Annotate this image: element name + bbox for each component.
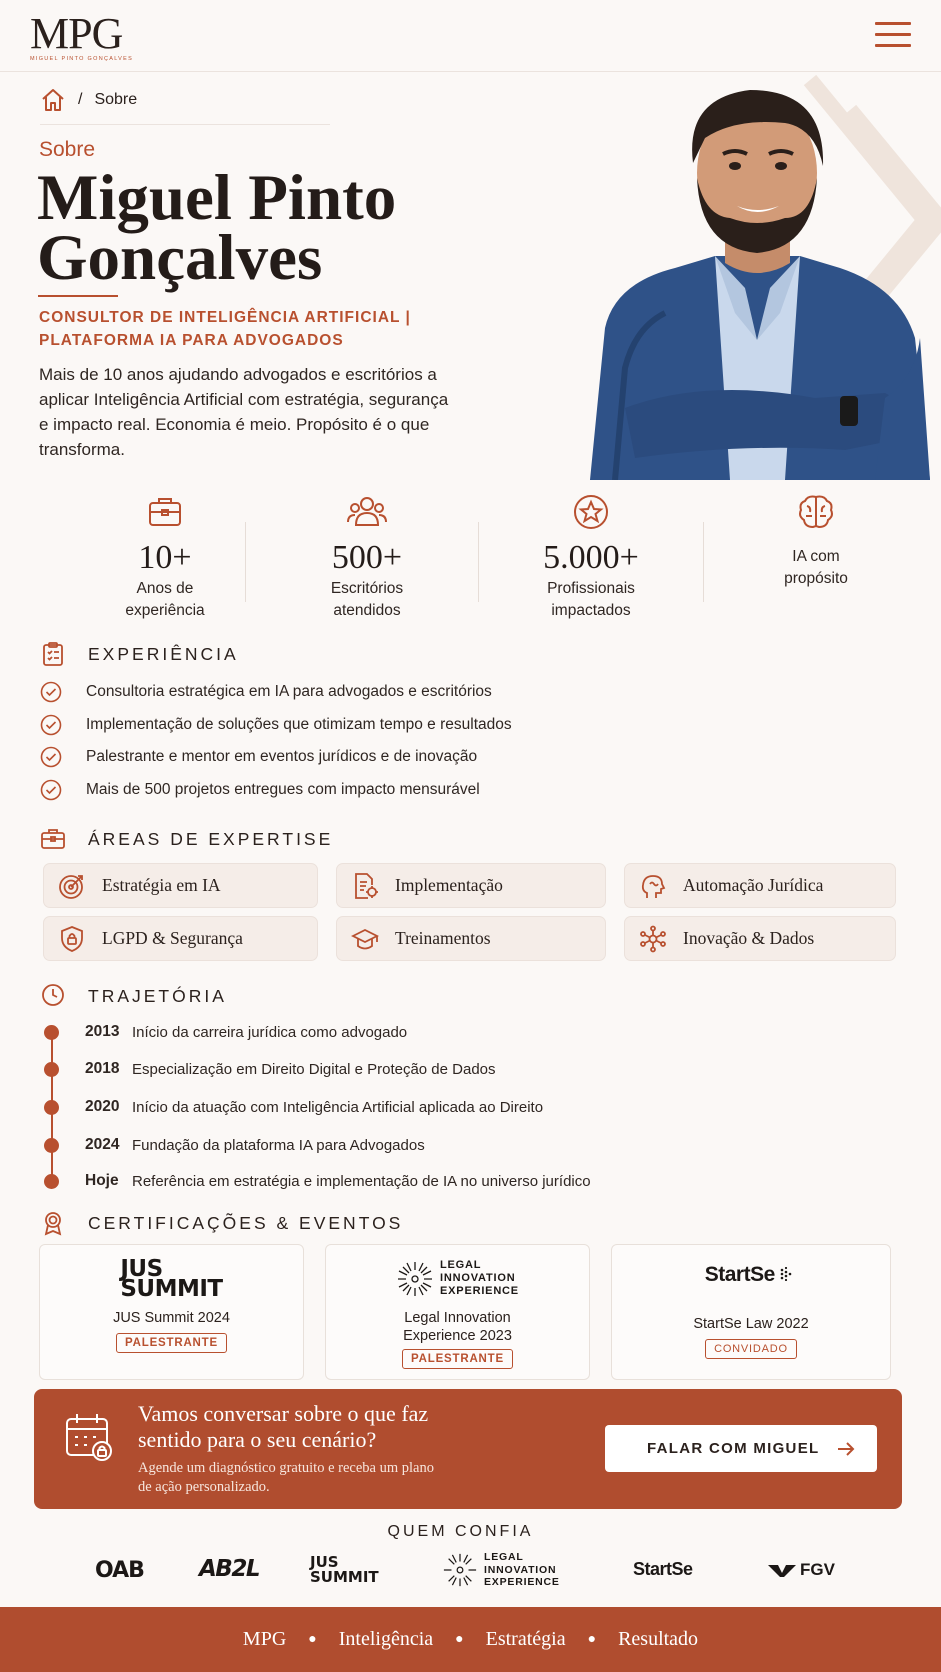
footer-separator: ● xyxy=(587,1631,597,1647)
portrait-photo xyxy=(585,78,930,480)
stat-divider xyxy=(703,522,704,602)
experience-heading xyxy=(40,641,239,667)
star-badge-icon xyxy=(571,492,611,532)
cert-title-line: Legal Innovation xyxy=(404,1309,511,1326)
stat-offices xyxy=(267,492,467,622)
expertise-label: Automação Jurídica xyxy=(683,875,824,895)
cta-banner xyxy=(34,1389,902,1509)
timeline-item xyxy=(44,1022,407,1042)
graduation-cap-icon xyxy=(351,925,379,953)
timeline-text: Referência em estratégia e implementação de IA no universo jurídico xyxy=(132,1172,591,1190)
footer-item: Resultado xyxy=(618,1628,699,1650)
footer-separator: ● xyxy=(308,1631,317,1647)
stat-value: 5.000+ xyxy=(543,539,639,576)
stat-label-line: atendidos xyxy=(333,602,401,619)
list-item-text: Implementação de soluções que otimizam tempo e resultados xyxy=(86,715,512,733)
award-ribbon-icon xyxy=(40,1210,66,1236)
stats-section xyxy=(40,492,900,627)
logo-text: EXPERIENCE xyxy=(484,1576,560,1588)
expertise-card-automacao[interactable] xyxy=(624,863,896,908)
timeline-dot xyxy=(44,1062,59,1077)
logo-text: MPG xyxy=(30,9,123,58)
logo-text: JUS xyxy=(120,1256,163,1282)
fgv-logo xyxy=(768,1560,835,1580)
timeline-year: Hoje xyxy=(85,1172,119,1189)
title-underline xyxy=(38,295,118,297)
expertise-label: Implementação xyxy=(395,875,503,895)
arrow-right-icon xyxy=(837,1442,855,1456)
startse-logo xyxy=(612,1263,890,1287)
shield-lock-icon xyxy=(58,925,86,953)
list-item xyxy=(40,709,512,742)
stat-professionals xyxy=(491,492,691,622)
timeline-dot xyxy=(44,1025,59,1040)
list-item xyxy=(40,774,512,807)
dots-arrow-icon xyxy=(779,1267,797,1281)
legal-innovation-partner-logo xyxy=(442,1551,560,1589)
list-item-text: Consultoria estratégica em IA para advogados e escritórios xyxy=(86,683,492,701)
breadcrumb-separator: / xyxy=(78,91,83,108)
legal-innovation-logo xyxy=(396,1259,519,1298)
logo-text: INNOVATION xyxy=(484,1563,557,1576)
cert-title-line: Experience 2023 xyxy=(403,1327,512,1344)
stat-label-line: Profissionais xyxy=(547,580,635,597)
check-circle-icon xyxy=(40,779,62,801)
clipboard-checklist-icon xyxy=(40,641,66,667)
logo-text: StartSe xyxy=(704,1263,775,1286)
expertise-card-lgpd[interactable] xyxy=(43,916,318,961)
stat-label-line: impactados xyxy=(551,602,631,619)
stat-divider xyxy=(478,522,479,602)
briefcase-icon xyxy=(145,492,185,532)
stat-experience xyxy=(65,492,265,622)
breadcrumb-current: Sobre xyxy=(94,91,138,108)
brain-icon xyxy=(796,492,836,532)
hero-role: CONSULTOR DE INTELIGÊNCIA ARTIFICIAL | PLATAFORMA IA PARA ADVOGADOS xyxy=(39,309,411,349)
stat-label xyxy=(267,578,467,622)
section-title: EXPERIÊNCIA xyxy=(88,643,239,664)
logo-text: SUMMIT xyxy=(120,1276,223,1302)
stat-label xyxy=(491,578,691,622)
fgv-mark-icon xyxy=(768,1563,796,1577)
expertise-label: Treinamentos xyxy=(395,928,491,948)
timeline-item xyxy=(44,1059,496,1079)
hamburger-menu-icon[interactable] xyxy=(875,22,911,50)
section-title: ÁREAS DE EXPERTISE xyxy=(88,828,334,849)
expertise-card-estrategia[interactable] xyxy=(43,863,318,908)
stat-value: 500+ xyxy=(331,539,403,576)
title-line-2: Gonçalves xyxy=(37,222,323,294)
footer-item: MPG xyxy=(242,1628,287,1650)
network-icon xyxy=(639,925,667,953)
oab-logo: OAB xyxy=(95,1558,144,1583)
stat-purpose xyxy=(716,492,916,590)
timeline-dot xyxy=(44,1100,59,1115)
stat-label-line: Anos de xyxy=(136,580,194,597)
jus-summit-partner-logo xyxy=(310,1555,379,1585)
cert-card-startse[interactable] xyxy=(611,1244,891,1380)
list-item xyxy=(40,676,512,709)
section-eyebrow: Sobre xyxy=(39,138,96,161)
logo-text: SUMMIT xyxy=(310,1568,379,1586)
cert-title xyxy=(326,1309,589,1345)
jus-summit-logo xyxy=(40,1256,303,1302)
timeline-text: Especialização em Direito Digital e Proteção de Dados xyxy=(132,1060,496,1078)
cert-card-legal-innovation[interactable] xyxy=(325,1244,590,1380)
stat-label xyxy=(716,546,916,590)
check-circle-icon xyxy=(40,714,62,736)
timeline-dot xyxy=(44,1138,59,1153)
list-item xyxy=(40,741,512,774)
expertise-heading xyxy=(40,826,333,852)
logo-subtitle: MIGUEL PINTO GONÇALVES xyxy=(30,56,134,62)
cert-title: StartSe Law 2022 xyxy=(693,1316,809,1332)
starburst-icon xyxy=(396,1260,434,1298)
timeline-dot xyxy=(44,1174,59,1189)
title-line-1: Miguel Pinto xyxy=(37,162,397,234)
expertise-card-implementacao[interactable] xyxy=(336,863,606,908)
target-icon xyxy=(58,872,86,900)
stat-label-line: Escritórios xyxy=(330,580,404,597)
cert-card-jus-summit[interactable] xyxy=(39,1244,304,1380)
logo-text: LEGAL xyxy=(440,1259,482,1271)
cta-subtitle: Agende um diagnóstico gratuito e receba um plano de ação personalizado. xyxy=(138,1460,434,1495)
footer-item: Inteligência xyxy=(338,1628,434,1650)
stat-label-line: propósito xyxy=(784,570,848,587)
role-badge: PALESTRANTE xyxy=(116,1333,227,1353)
stat-label xyxy=(65,578,265,622)
logo-text: INNOVATION xyxy=(440,1272,516,1284)
logo-text: LEGAL xyxy=(484,1551,524,1563)
cta-title: Vamos conversar sobre o que faz sentido para o seu cenário? xyxy=(138,1401,429,1452)
section-title: CERTIFICAÇÕES & EVENTOS xyxy=(88,1212,404,1233)
stat-divider xyxy=(245,522,246,602)
timeline-year: 2013 xyxy=(85,1023,120,1040)
section-title: TRAJETÓRIA xyxy=(88,985,227,1006)
certifications-heading xyxy=(40,1210,403,1236)
expertise-label: Inovação & Dados xyxy=(683,928,815,948)
breadcrumb xyxy=(40,88,137,112)
timeline-item xyxy=(44,1135,425,1155)
timeline-item xyxy=(44,1097,543,1117)
divider xyxy=(40,124,330,125)
experience-list xyxy=(40,676,512,806)
logo-text: FGV xyxy=(800,1560,835,1579)
home-icon[interactable] xyxy=(40,88,66,112)
timeline-item xyxy=(44,1171,591,1191)
starburst-icon xyxy=(442,1552,478,1588)
check-circle-icon xyxy=(40,681,62,703)
timeline-year: 2020 xyxy=(85,1098,120,1115)
button-label: FALAR COM MIGUEL xyxy=(647,1440,820,1457)
trajectory-heading xyxy=(40,983,227,1009)
briefcase-icon xyxy=(40,826,66,852)
timeline-text: Início da carreira jurídica como advogado xyxy=(132,1023,408,1041)
ab2l-logo: AB2L xyxy=(199,1556,259,1582)
role-badge: CONVIDADO xyxy=(705,1339,797,1359)
stat-label-line: IA com xyxy=(792,548,840,565)
role-badge: PALESTRANTE xyxy=(402,1349,513,1369)
check-circle-icon xyxy=(40,746,62,768)
footer-separator: ● xyxy=(455,1631,464,1647)
brand-logo[interactable] xyxy=(30,9,134,62)
site-header xyxy=(0,0,941,72)
expertise-label: Estratégia em IA xyxy=(102,875,221,895)
logo-text: JUS xyxy=(310,1553,339,1571)
footer-item: Estratégia xyxy=(485,1628,566,1650)
expertise-label: LGPD & Segurança xyxy=(102,928,243,948)
calendar-lock-icon xyxy=(64,1411,116,1463)
timeline-year: 2024 xyxy=(85,1136,120,1153)
hero-description: Mais de 10 anos ajudando advogados e escritórios a aplicar Inteligência Artificial com estratégia, segurança e impacto real. Economia é meio. Propósito é o que transforma. xyxy=(39,365,449,459)
clock-icon xyxy=(40,983,66,1009)
trust-title: QUEM CONFIA xyxy=(387,1523,534,1540)
startse-partner-logo: StartSe xyxy=(633,1559,693,1579)
timeline-year: 2018 xyxy=(85,1060,120,1077)
stat-value: 10+ xyxy=(138,539,192,576)
talk-to-miguel-button[interactable] xyxy=(605,1425,877,1472)
timeline-text: Fundação da plataforma IA para Advogados xyxy=(132,1136,425,1154)
expertise-card-inovacao[interactable] xyxy=(624,916,896,961)
ai-head-icon xyxy=(639,872,667,900)
document-gear-icon xyxy=(351,872,379,900)
page-title xyxy=(37,162,397,294)
timeline-text: Início da atuação com Inteligência Artificial aplicada ao Direito xyxy=(132,1098,544,1116)
logo-text: EXPERIENCE xyxy=(440,1285,519,1297)
list-item-text: Mais de 500 projetos entregues com impacto mensurável xyxy=(86,780,480,798)
cert-title: JUS Summit 2024 xyxy=(113,1310,230,1326)
site-footer xyxy=(0,1607,941,1672)
list-item-text: Palestrante e mentor em eventos jurídicos e de inovação xyxy=(86,748,478,766)
stat-label-line: experiência xyxy=(125,602,205,619)
expertise-card-treinamentos[interactable] xyxy=(336,916,606,961)
users-icon xyxy=(347,492,387,532)
